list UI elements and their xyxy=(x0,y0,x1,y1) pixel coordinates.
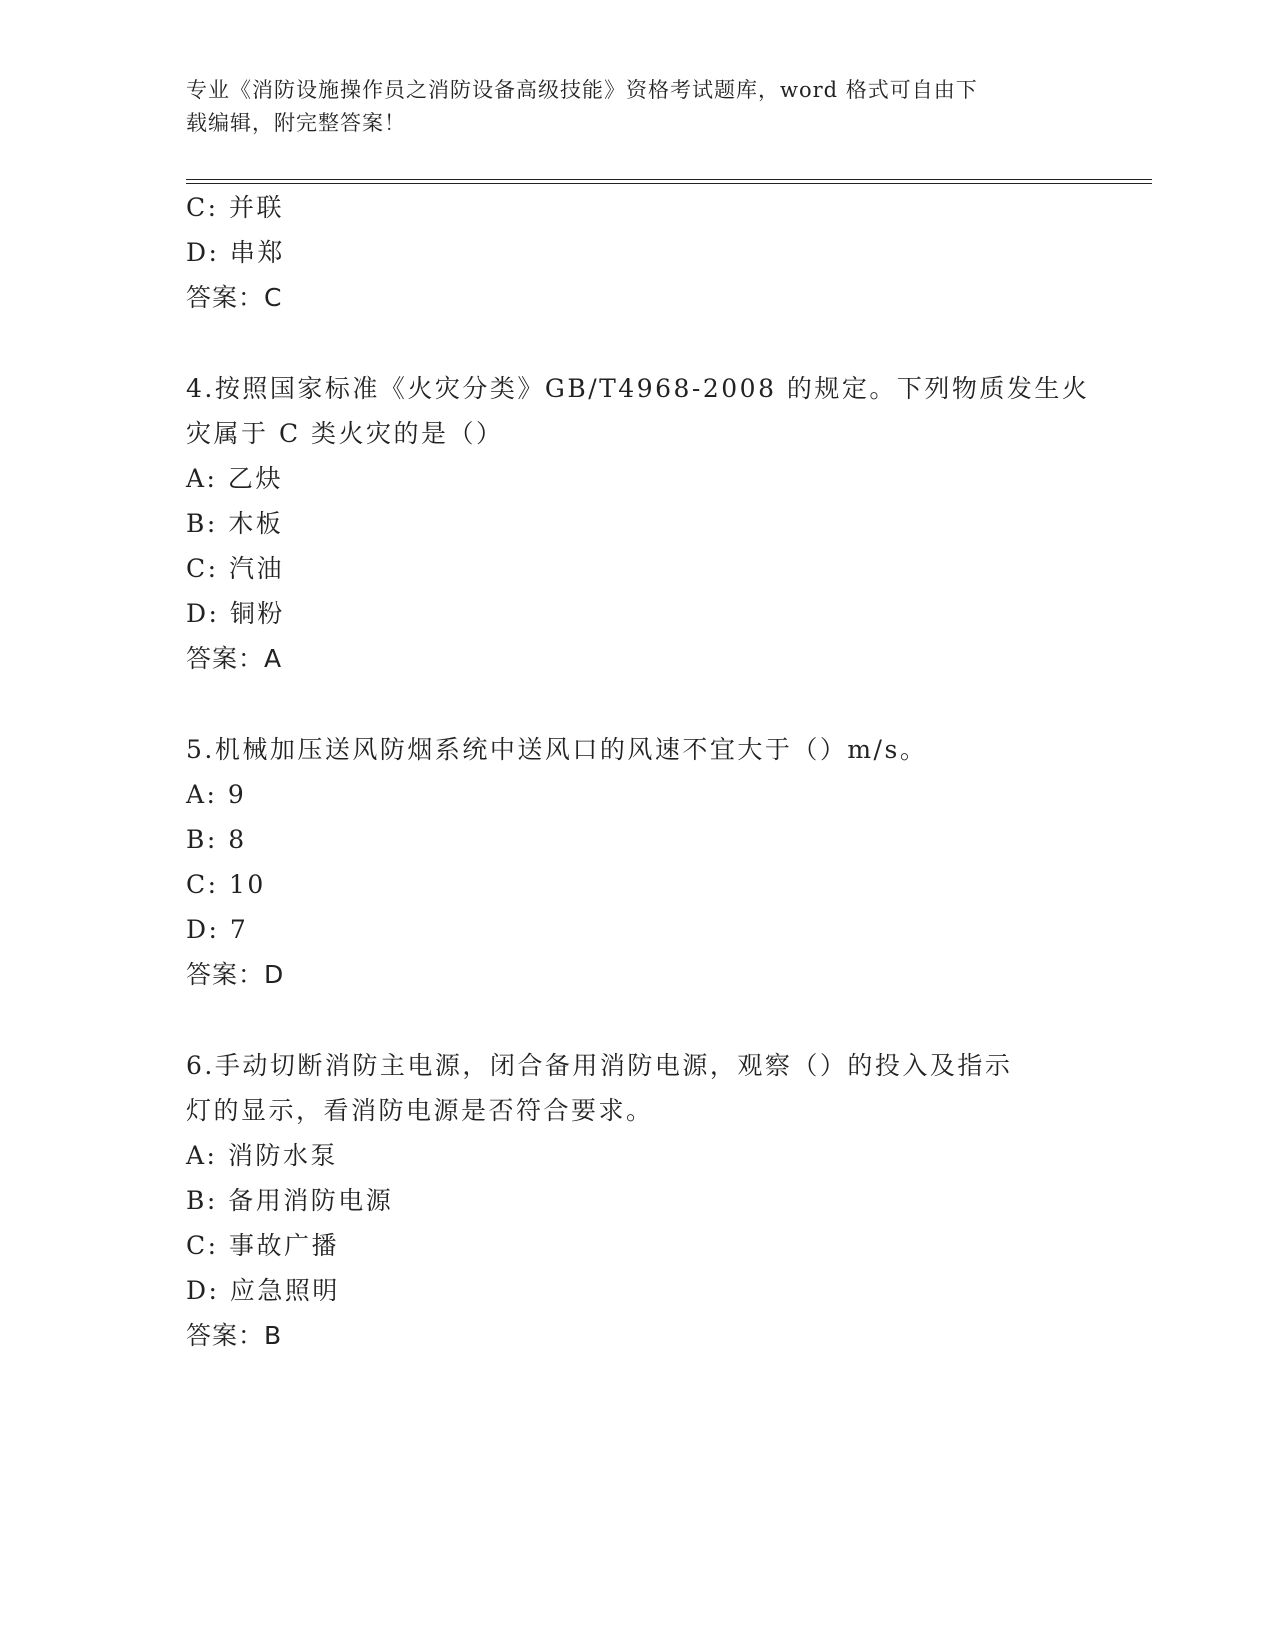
q4-stem-line-1: 4.按照国家标准《火灾分类》GB/T4968-2008 的规定。下列物质发生火 xyxy=(186,374,1090,403)
q3-option-c: C: 并联 xyxy=(186,193,284,222)
q5-option-a: A: 9 xyxy=(186,780,247,809)
q4-answer: 答案：A xyxy=(186,644,283,673)
q6-option-d: D: 应急照明 xyxy=(186,1276,340,1305)
header-divider-top xyxy=(186,179,1152,180)
q4-option-d: D: 铜粉 xyxy=(186,599,285,628)
q5-stem-line-1: 5.机械加压送风防烟系统中送风口的风速不宜大于（）m/s。 xyxy=(186,735,928,764)
q3-answer: 答案：C xyxy=(186,283,283,312)
q5-option-c: C: 10 xyxy=(186,870,266,899)
q6-stem-line-1: 6.手动切断消防主电源，闭合备用消防电源，观察（）的投入及指示 xyxy=(186,1051,1013,1080)
q5-option-d: D: 7 xyxy=(186,915,249,944)
q4-option-c: C: 汽油 xyxy=(186,554,284,583)
q4-stem-line-2: 灾属于 C 类火灾的是（） xyxy=(186,419,504,448)
q6-answer: 答案：B xyxy=(186,1321,283,1350)
header-line-1: 专业《消防设施操作员之消防设备高级技能》资格考试题库，word 格式可自由下 xyxy=(186,78,978,102)
q4-option-a: A: 乙炔 xyxy=(186,464,283,493)
q5-option-b: B: 8 xyxy=(186,825,247,854)
q6-option-c: C: 事故广播 xyxy=(186,1231,339,1260)
header-divider-bottom xyxy=(186,183,1152,184)
q5-answer: 答案：D xyxy=(186,960,285,989)
q6-stem-line-2: 灯的显示，看消防电源是否符合要求。 xyxy=(186,1096,654,1125)
q6-option-a: A: 消防水泵 xyxy=(186,1141,338,1170)
q4-option-b: B: 木板 xyxy=(186,509,284,538)
header-line-2: 载编辑，附完整答案！ xyxy=(186,111,406,135)
document-header xyxy=(186,74,1076,140)
q6-option-b: B: 备用消防电源 xyxy=(186,1186,394,1215)
q3-option-d: D: 串郑 xyxy=(186,238,285,267)
